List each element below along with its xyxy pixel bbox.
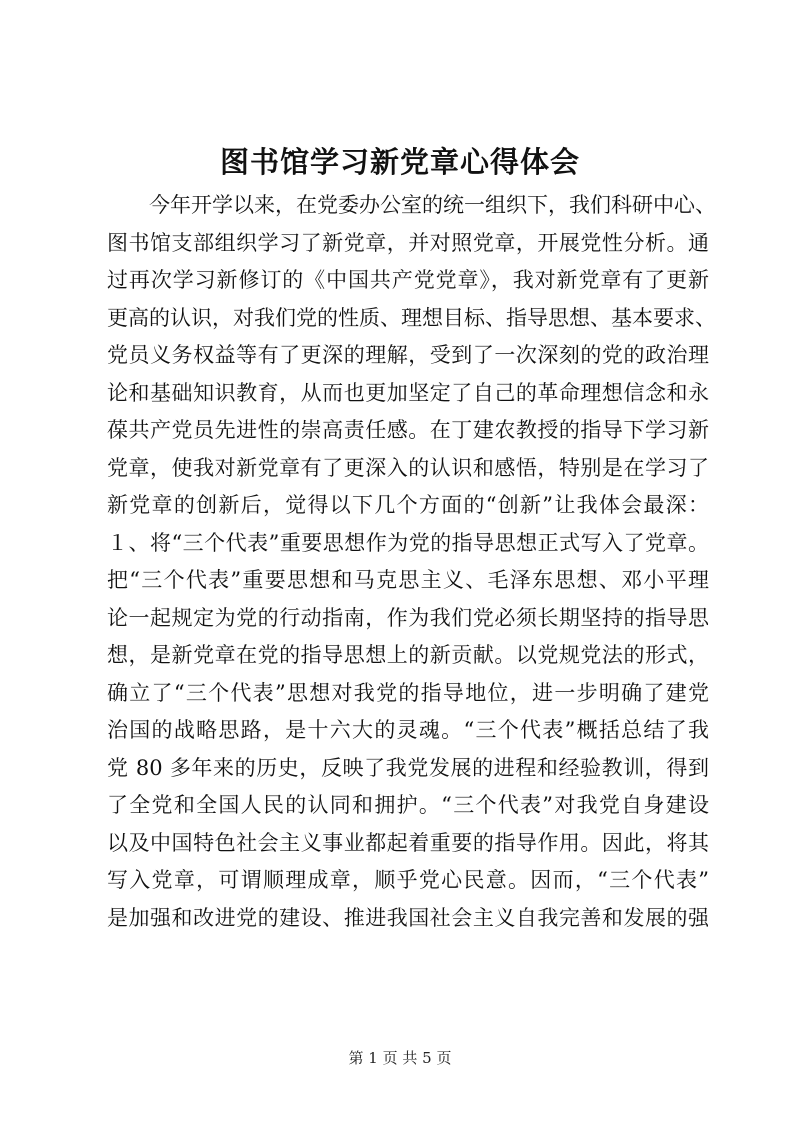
body-line: 是加强和改进党的建设、推进我国社会主义自我完善和发展的强 [107,905,709,930]
body-line: １、将“三个代表”重要思想作为党的指导思想正式写入了党章。 [107,530,709,555]
document-body [107,187,716,937]
body-line: 确立了“三个代表”思想对我党的指导地位，进一步明确了建党 [107,680,709,705]
body-line: 论一起规定为党的行动指南，作为我们党必须长期坚持的指导思 [107,605,709,630]
body-line: 党章，使我对新党章有了更深入的认识和感悟，特别是在学习了 [107,455,709,480]
body-line: 新党章的创新后，觉得以下几个方面的“创新”让我体会最深： [107,493,709,517]
body-line: 过再次学习新修订的《中国共产党党章》，我对新党章有了更新 [107,268,709,292]
document-title: 图书馆学习新党章心得体会 [219,145,580,179]
body-line: 党员义务权益等有了更深的理解，受到了一次深刻的党的政治理 [107,343,709,367]
body-line: 以及中国特色社会主义事业都起着重要的指导作用。因此，将其 [107,830,709,855]
body-line: 更高的认识，对我们党的性质、理想目标、指导思想、基本要求、 [107,305,716,330]
body-line: 党 80 多年来的历史，反映了我党发展的进程和经验教训，得到 [107,755,709,780]
body-line: 写入党章，可谓顺理成章，顺乎党心民意。因而，“三个代表” [107,868,709,892]
body-line: 今年开学以来，在党委办公室的统一组织下，我们科研中心、 [107,193,716,217]
body-line: 想，是新党章在党的指导思想上的新贡献。以党规党法的形式， [107,643,709,667]
body-line: 论和基础知识教育，从而也更加坚定了自己的革命理想信念和永 [107,380,709,405]
body-line: 把“三个代表”重要思想和马克思主义、毛泽东思想、邓小平理 [107,568,709,592]
body-line: 了全党和全国人民的认同和拥护。“三个代表”对我党自身建设 [107,793,709,817]
body-line: 治国的战略思路，是十六大的灵魂。“三个代表”概括总结了我 [107,718,709,742]
page-number-footer: 第 1 页 共 5 页 [348,1049,452,1067]
body-line: 葆共产党员先进性的崇高责任感。在丁建农教授的指导下学习新 [107,418,709,442]
body-line: 图书馆支部组织学习了新党章，并对照党章，开展党性分析。通 [107,230,709,255]
